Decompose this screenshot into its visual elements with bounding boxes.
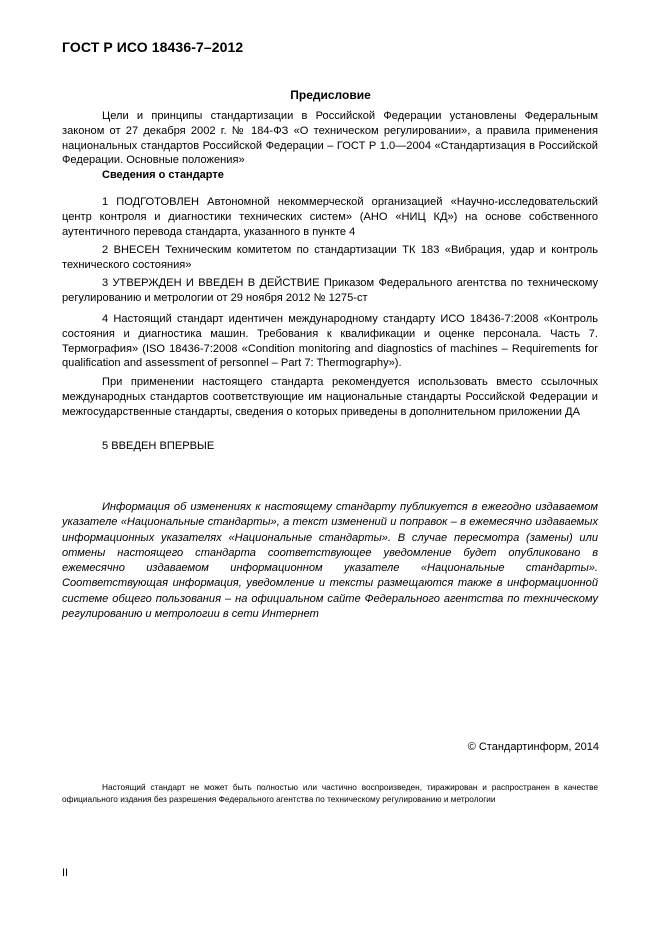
item-1 [62,195,598,239]
changes-notice-text: Информация об изменениях к настоящему стандарту публикуется в ежегодно издаваемом указателе «Национальные стандарты», а текст изменений и поправок – в ежемесячно издаваемых информационных указателях «Национальные стандарты». В случае пересмотра (замены) или отмены настоящего стандарта соответствующее уведомление будет опубликовано в ежемесячно издаваемом информационном указателе «Национальные стандарты». Соответствующая информация, уведомление и тексты размещаются также в информационной системе общего пользования – на официальном сайте Федерального агентства по техническому регулированию и метрологии в сети Интернет [62,501,598,621]
item-4-text: 4 Настоящий стандарт идентичен международному стандарту ИСО 18436-7:2008 «Контроль состояния и диагностика машин. Требования к квалификации и оценке персонала. Часть 7. Термография» (ISO 18436-7:2008 «Condition monitoring and diagnostics of machines – Requirements for qualification and assessment of personnel – Part 7: Thermography»). [62,313,598,370]
item-2 [62,243,598,273]
reproduction-notice-text: Настоящий стандарт не может быть полностью или частично воспроизведен, тиражирован и распространен в качестве официального издания без разрешения Федерального агентства по техническому регулированию и метрологии [62,782,598,805]
item-5 [62,439,598,454]
item-3-text: 3 УТВЕРЖДЕН И ВВЕДЕН В ДЕЙСТВИЕ Приказом Федерального агентства по техническому регулированию и метрологии от 29 ноября 2012 № 1275-ст [62,277,598,304]
reproduction-notice [62,781,598,806]
changes-notice [62,500,598,622]
reference-note [62,375,598,419]
preface-title: Предисловие [290,88,371,102]
item-5-text: 5 ВВЕДЕН ВПЕРВЫЕ [102,440,215,452]
standard-info-title: Сведения о стандарте [102,169,224,181]
copyright: © Стандартинформ, 2014 [467,741,599,753]
item-3 [62,276,598,306]
page-number: II [62,867,69,879]
item-4 [62,312,598,371]
preface-intro-text: Цели и принципы стандартизации в Российской Федерации установлены Федеральным законом от 27 декабря 2002 г. № 184-ФЗ «О техническом регулировании», а правила применения национальных стандартов Российской Федерации – ГОСТ Р 1.0—2004 «Стандартизация в Российской Федерации. Основные положения» [62,110,598,167]
preface-intro [62,109,598,168]
item-1-text: 1 ПОДГОТОВЛЕН Автономной некоммерческой организацией «Научно-исследовательский центр контроля и диагностики технических систем» (АНО «НИЦ КД») на основе собственного аутентичного перевода стандарта, указанного в пункте 4 [62,196,598,238]
reference-note-text: При применении настоящего стандарта рекомендуется использовать вместо ссылочных международных стандартов соответствующие им национальные стандарты Российской Федерации и межгосударственные стандарты, сведения о которых приведены в дополнительном приложении ДА [62,376,598,418]
item-2-text: 2 ВНЕСЕН Техническим комитетом по стандартизации ТК 183 «Вибрация, удар и контроль технического состояния» [62,244,598,271]
document-code: ГОСТ Р ИСО 18436-7–2012 [62,39,244,55]
